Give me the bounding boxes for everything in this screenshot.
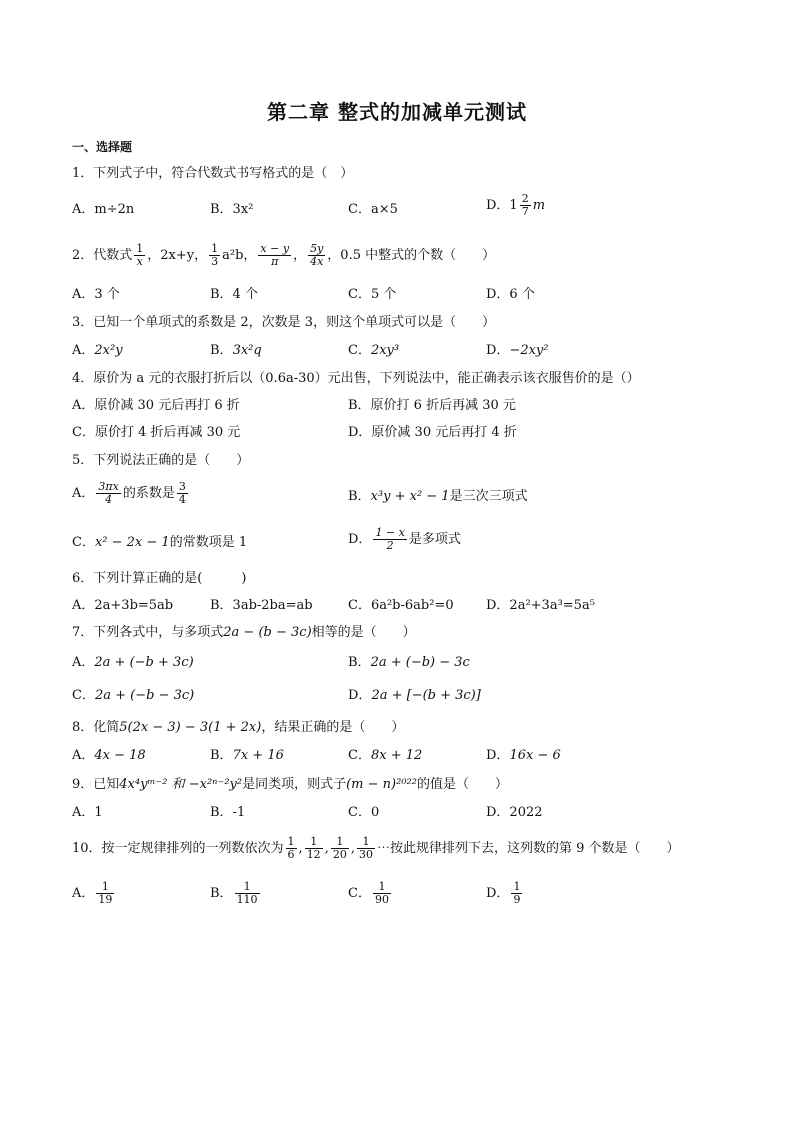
q2-frac-5y-over-4x: $\frac{5y}{4x}$ xyxy=(310,242,324,268)
q10-option-a: A． $\frac{1}{19}$ xyxy=(72,880,113,906)
q7-option-c: C．2a + (−b − 3c) xyxy=(72,688,195,703)
q2-option-b: B．4 个 xyxy=(210,287,258,302)
q1-d-label: D．1 xyxy=(486,198,518,213)
q10-option-b: B． $\frac{1}{110}$ xyxy=(210,880,258,906)
q5-option-d: D． $\frac{1 - x}{2}$ 是多项式 xyxy=(348,526,461,552)
q1-option-d xyxy=(486,193,545,218)
q9-option-a: A．1 xyxy=(72,805,103,820)
question-1-stem: 1．下列式子中，符合代数式书写格式的是（ ） xyxy=(72,166,354,181)
q1-d-variable: m xyxy=(532,198,546,213)
question-5-stem: 5．下列说法正确的是（ ） xyxy=(72,453,250,468)
q10-option-c: C． $\frac{1}{90}$ xyxy=(348,880,389,906)
q8-option-b: B．7x + 16 xyxy=(210,748,284,763)
q10-seq-4: $\frac{1}{30}$ xyxy=(358,835,373,861)
q4-option-c: C．原价打 4 折后再减 30 元 xyxy=(72,425,241,440)
q2-frac-1-over-x: $\frac{1}{x}$ xyxy=(136,242,144,268)
q1-option-c: C．a×5 xyxy=(348,202,398,217)
q9-option-d: D．2022 xyxy=(486,805,543,820)
q8-option-a: A．4x − 18 xyxy=(72,748,146,763)
q7-option-b: B．2a + (−b) − 3c xyxy=(348,655,470,670)
q2-option-d: D．6 个 xyxy=(486,287,535,302)
q7-option-a: A．2a + (−b + 3c) xyxy=(72,655,194,670)
q3-option-b: B．3x²q xyxy=(210,343,262,358)
q3-option-a: A．2x²y xyxy=(72,343,123,358)
question-4-stem: 4．原价为 a 元的衣服打折后以（0.6a-30）元出售，下列说法中，能正确表示该衣服售价的是（） xyxy=(72,371,640,386)
q4-option-a: A．原价减 30 元后再打 6 折 xyxy=(72,398,240,413)
question-10-stem: 10．按一定规律排列的一列数依次为 $\frac{1}{6}$ , $\frac{1}{12}$ , $\frac{1}{20}$ , $\frac{1}{30}$ ⋯按此规律排列下去，这列数的第 9 个数是（ ） xyxy=(72,835,680,861)
q4-option-b: B．原价打 6 折后再减 30 元 xyxy=(348,398,516,413)
q1-option-b: B．3x² xyxy=(210,202,254,217)
page-title: 第二章 整式的加减单元测试 xyxy=(267,100,527,124)
q9-option-b: B．-1 xyxy=(210,805,246,820)
q10-seq-1: $\frac{1}{6}$ xyxy=(287,835,295,861)
q10-option-d: D． $\frac{1}{9}$ xyxy=(486,880,521,906)
q7-option-d: D．2a + [−(b + 3c)] xyxy=(348,688,481,703)
question-7-stem: 7．下列各式中，与多项式2a − (b − 3c)相等的是（ ） xyxy=(72,625,416,640)
question-9-stem: 9．已知4x⁴yᵐ⁻² 和 −x²ⁿ⁻²y²是同类项，则式子(m − n)²⁰²²的值是（ ） xyxy=(72,777,508,792)
q3-option-c: C．2xy³ xyxy=(348,343,400,358)
question-3-stem: 3．已知一个单项式的系数是 2，次数是 3，则这个单项式可以是（ ） xyxy=(72,315,496,330)
q10-seq-3: $\frac{1}{20}$ xyxy=(332,835,347,861)
section-heading: 一、选择题 xyxy=(72,140,133,154)
q3-option-d: D．−2xy² xyxy=(486,343,549,358)
q2-frac-x-minus-y: $\frac{x - y}{\pi}$ xyxy=(260,242,290,268)
q6-option-d: D．2a²+3a³=5a⁵ xyxy=(486,598,595,613)
q9-option-c: C．0 xyxy=(348,805,380,820)
q1-d-fraction: $\frac{2}{7}$ xyxy=(521,192,529,218)
question-8-stem: 8．化简5(2x − 3) − 3(1 + 2x)，结果正确的是（ ） xyxy=(72,720,405,735)
q5-option-c: C．x² − 2x − 1的常数项是 1 xyxy=(72,535,248,550)
q2-option-a: A．3 个 xyxy=(72,287,120,302)
q5-option-b: B．x³y + x² − 1是三次三项式 xyxy=(348,489,528,504)
q8-option-c: C．8x + 12 xyxy=(348,748,423,763)
q2-frac-1-over-3: $\frac{1}{3}$ xyxy=(211,242,219,268)
q2-option-c: C．5 个 xyxy=(348,287,397,302)
q1-option-a: A．m÷2n xyxy=(72,202,135,217)
q6-option-b: B．3ab-2ba=ab xyxy=(210,598,313,613)
q10-seq-2: $\frac{1}{12}$ xyxy=(306,835,321,861)
question-2-stem: 2．代数式 $\frac{1}{x}$ ，2x+y， $\frac{1}{3}$ a²b， $\frac{x - y}{\pi}$ ， $\frac{5y}{4x}$ ，0.5 中整式的个数（ ） xyxy=(72,242,496,268)
q8-option-d: D．16x − 6 xyxy=(486,748,561,763)
q4-option-d: D．原价减 30 元后再打 4 折 xyxy=(348,425,517,440)
q5-option-a: A． $\frac{3\pi x}{4}$ 的系数是 $\frac{3}{4}$ xyxy=(72,480,186,506)
q6-option-a: A．2a+3b=5ab xyxy=(72,598,174,613)
question-6-stem: 6．下列计算正确的是( ) xyxy=(72,571,247,586)
q6-option-c: C．6a²b-6ab²=0 xyxy=(348,598,454,613)
